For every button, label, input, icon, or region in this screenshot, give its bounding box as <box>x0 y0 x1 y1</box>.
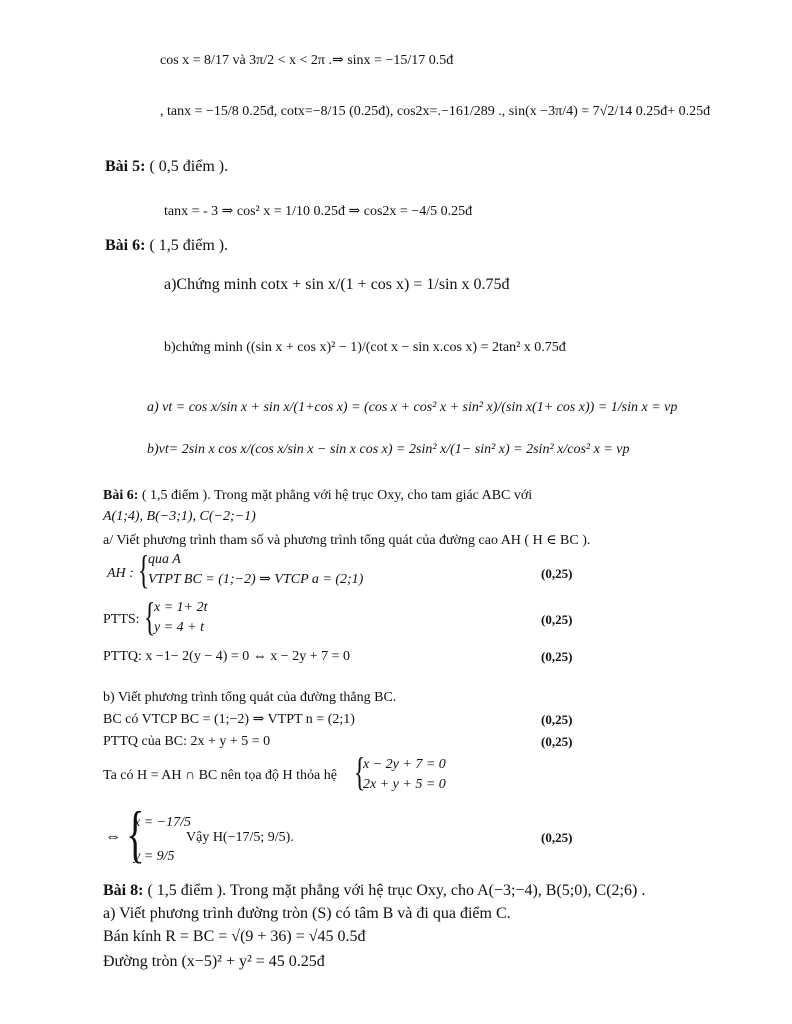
points-1: (0,25) <box>541 566 573 581</box>
bai6b-question-b: b) Viết phương trình tổng quát của đường thẳng BC. <box>103 690 397 705</box>
bai6b-points: A(1;4), B(−3;1), C(−2;−1) <box>103 509 256 524</box>
bai8-radius: Bán kính R = BC = √(9 + 36) = √45 0.5đ <box>103 928 366 945</box>
h-sys-line-2: 2x + y + 5 = 0 <box>363 777 446 792</box>
bai5-title: Bài 5: <box>105 158 146 175</box>
h-intro: Ta có H = AH ∩ BC nên tọa độ H thỏa hệ <box>103 768 337 783</box>
h-system <box>363 755 446 795</box>
points-3: (0,25) <box>541 649 573 664</box>
bai6b-intro-text: ( 1,5 điểm ). Trong mặt phẳng với hệ trục Oxy, cho tam giác ABC với <box>141 488 533 503</box>
bai6-subtitle: ( 1,5 điểm ). <box>149 237 229 254</box>
solution-x: x = −17/5 <box>134 815 191 830</box>
ptts-line-2: y = 4 + t <box>154 620 204 635</box>
ah-system <box>148 550 363 590</box>
ah-line-1: qua A <box>148 552 181 567</box>
points-5: (0,25) <box>541 734 573 749</box>
bai5-subtitle: ( 0,5 điểm ). <box>149 158 229 175</box>
bai6b-intro <box>103 487 532 505</box>
ah-line-2: VTPT BC = (1;−2) ⇒ VTCP a = (2;1) <box>148 572 364 587</box>
bai8-intro: ( 1,5 điểm ). Trong mặt phẳng với hệ trục Oxy, cho A(−3;−4), B(5;0), C(2;6) . <box>147 882 646 899</box>
cos-sin-line: cos x = 8/17 và 3π/2 < x < 2π .⇒ sinx = −15/17 0.5đ <box>160 53 454 68</box>
bai5-heading <box>105 158 228 176</box>
ptts-label: PTTS: <box>103 612 140 627</box>
bai8-question-a: a) Viết phương trình đường tròn (S) có tâm B và đi qua điểm C. <box>103 905 511 922</box>
ptts-line-1: x = 1+ 2t <box>154 600 208 615</box>
points-4: (0,25) <box>541 712 573 727</box>
bai6-solution-b: b)vt= 2sin x cos x/(cos x/sin x − sin x cos x) = 2sin² x/(1− sin² x) = 2sin² x/cos² x = vp <box>147 442 630 457</box>
equiv-symbol: ⇔ <box>105 828 121 845</box>
bai8-heading <box>103 882 645 900</box>
bai6b-question-a: a/ Viết phương trình tham số và phương trình tổng quát của đường cao AH ( H ∈ BC ). <box>103 533 591 548</box>
h-brace: { <box>353 749 366 794</box>
bai5-line: tanx = - 3 ⇒ cos² x = 1/10 0.25đ ⇒ cos2x = −4/5 0.25đ <box>164 204 473 219</box>
bai6-part-b: b)chứng minh ((sin x + cos x)² − 1)/(cot x − sin x.cos x) = 2tan² x 0.75đ <box>164 340 566 355</box>
tan-cot-line: , tanx = −15/8 0.25đ, cotx=−8/15 (0.25đ), cos2x=.−161/289 ., sin(x −3π/4) = 7√2/14 0.25đ+ 0.25đ <box>160 104 711 119</box>
solution-system <box>134 806 191 874</box>
bai6-heading <box>105 237 228 255</box>
bai6b-title: Bài 6: <box>103 488 139 503</box>
bai6-part-a: a)Chứng minh cotx + sin x/(1 + cos x) = 1/sin x 0.75đ <box>164 276 510 293</box>
h-sys-line-1: x − 2y + 7 = 0 <box>363 757 446 772</box>
ptts-brace: { <box>143 594 156 639</box>
ah-label: AH : <box>107 566 134 581</box>
bai6-title: Bài 6: <box>105 237 146 254</box>
vay-h: Vậy H(−17/5; 9/5). <box>186 830 294 845</box>
bai8-title: Bài 8: <box>103 882 144 899</box>
ptts-system <box>154 598 208 638</box>
sol-brace: { <box>126 798 145 869</box>
bai6-solution-a: a) vt = cos x/sin x + sin x/(1+cos x) = (cos x + cos² x + sin² x)/(sin x(1+ cos x)) = 1/sin x = vp <box>147 400 678 415</box>
pttq-line: PTTQ: x −1− 2(y − 4) = 0 ⇔ x − 2y + 7 = 0 <box>103 649 350 664</box>
solution-y: y = 9/5 <box>134 849 175 864</box>
ah-brace: { <box>137 547 150 592</box>
bai8-circle: Đường tròn (x−5)² + y² = 45 0.25đ <box>103 953 325 970</box>
bc-vtcp-line: BC có VTCP BC = (1;−2) ⇒ VTPT n = (2;1) <box>103 712 355 727</box>
points-2: (0,25) <box>541 612 573 627</box>
points-6: (0,25) <box>541 830 573 845</box>
bc-pttq-line: PTTQ của BC: 2x + y + 5 = 0 <box>103 734 271 749</box>
